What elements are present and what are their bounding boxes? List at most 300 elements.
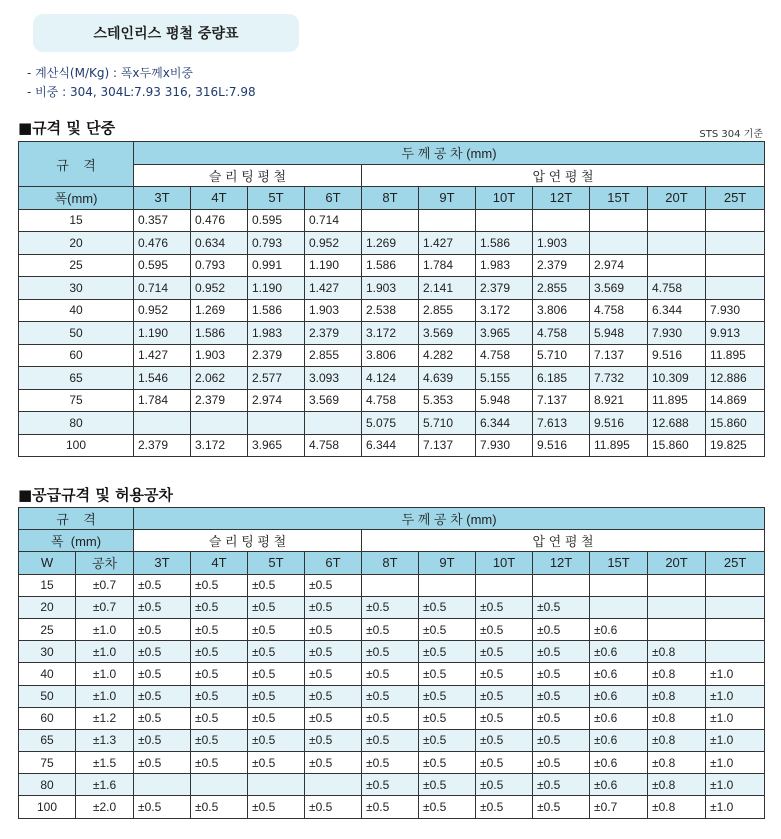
weight-cell [476, 209, 533, 232]
table-row [19, 707, 765, 729]
thickness-col-header: 6T [305, 552, 362, 574]
tolerance-cell: ±0.5 [476, 596, 533, 618]
weight-cell: 1.903 [191, 344, 248, 367]
thickness-col-header: 8T [362, 552, 419, 574]
weight-cell: 11.895 [590, 434, 648, 457]
tolerance-cell [305, 774, 362, 796]
weight-cell: 4.758 [533, 322, 590, 345]
tolerance-cell: ±0.5 [533, 729, 590, 751]
tolerance-cell [648, 574, 706, 596]
tolerance-cell: ±0.5 [191, 596, 248, 618]
table-row [19, 641, 765, 663]
weight-cell: 2.379 [476, 277, 533, 300]
weight-cell: 1.586 [476, 232, 533, 255]
width-cell: 80 [19, 774, 76, 796]
weight-cell: 3.569 [590, 277, 648, 300]
thickness-header-2: 두 께 공 차 (mm) [134, 508, 765, 530]
rolled-group-header: 압 연 평 철 [362, 164, 765, 187]
tolerance-cell: ±0.5 [305, 707, 362, 729]
weight-cell: 7.137 [419, 434, 476, 457]
tolerance-cell: ±0.5 [476, 729, 533, 751]
weight-cell: 0.714 [305, 209, 362, 232]
weight-cell: 9.516 [648, 344, 706, 367]
thickness-col-header: 5T [248, 187, 305, 210]
weight-cell: 4.758 [476, 344, 533, 367]
thickness-col-header: 8T [362, 187, 419, 210]
thickness-col-header: 3T [134, 187, 191, 210]
weight-cell: 5.948 [476, 389, 533, 412]
weight-cell: 2.379 [305, 322, 362, 345]
weight-cell [134, 412, 191, 435]
weight-cell [305, 412, 362, 435]
table-row [19, 596, 765, 618]
weight-cell: 1.983 [248, 322, 305, 345]
table-row [19, 254, 765, 277]
tolerance-cell: ±0.5 [533, 596, 590, 618]
tolerance-table [18, 507, 765, 819]
tolerance-cell: ±0.5 [248, 641, 305, 663]
tolerance-cell: ±0.5 [248, 796, 305, 818]
weight-cell: 3.965 [476, 322, 533, 345]
tolerance-cell [706, 596, 765, 618]
tolerance-cell: ±0.5 [191, 729, 248, 751]
width-cell: 40 [19, 299, 134, 322]
width-cell: 100 [19, 434, 134, 457]
weight-cell: 0.634 [191, 232, 248, 255]
weight-cell: 1.190 [134, 322, 191, 345]
weight-cell: 1.903 [362, 277, 419, 300]
tolerance-cell: ±0.5 [476, 796, 533, 818]
weight-cell: 7.732 [590, 367, 648, 390]
width-cell: 100 [19, 796, 76, 818]
width-tolerance-cell: ±1.0 [76, 618, 134, 640]
tolerance-cell: ±0.5 [305, 663, 362, 685]
weight-cell: 3.172 [191, 434, 248, 457]
weight-cell: 1.586 [248, 299, 305, 322]
weight-cell: 6.185 [533, 367, 590, 390]
table-row [19, 232, 765, 255]
w-header: W [19, 552, 76, 574]
table-row [19, 299, 765, 322]
tolerance-cell: ±0.5 [305, 596, 362, 618]
weight-cell: 3.172 [476, 299, 533, 322]
width-cell: 25 [19, 618, 76, 640]
thickness-col-header: 10T [476, 187, 533, 210]
weight-cell: 0.793 [248, 232, 305, 255]
tolerance-cell: ±0.7 [590, 796, 648, 818]
thickness-header: 두 께 공 차 (mm) [134, 142, 765, 165]
tolerance-cell: ±0.5 [248, 574, 305, 596]
thickness-col-header: 4T [191, 552, 248, 574]
weight-cell: 9.516 [590, 412, 648, 435]
thickness-col-header: 9T [419, 187, 476, 210]
thickness-col-header: 12T [533, 187, 590, 210]
tolerance-cell: ±0.5 [248, 752, 305, 774]
width-header: 폭(mm) [19, 187, 134, 210]
weight-cell: 5.710 [533, 344, 590, 367]
tolerance-cell: ±0.5 [134, 574, 191, 596]
weight-cell [533, 209, 590, 232]
tolerance-cell: ±0.5 [305, 641, 362, 663]
weight-cell: 9.516 [533, 434, 590, 457]
slitting-group-header-2: 슬 리 팅 평 철 [134, 530, 362, 552]
spec-header-2: 규 격 [19, 508, 134, 530]
tolerance-cell: ±0.5 [362, 707, 419, 729]
tolerance-cell: ±0.8 [648, 663, 706, 685]
width-tolerance-cell: ±1.6 [76, 774, 134, 796]
weight-cell: 4.124 [362, 367, 419, 390]
tolerance-cell: ±0.5 [533, 618, 590, 640]
tolerance-cell: ±0.5 [419, 663, 476, 685]
weight-cell [590, 232, 648, 255]
weight-cell: 0.595 [134, 254, 191, 277]
table-row [19, 752, 765, 774]
width-cell: 30 [19, 277, 134, 300]
weight-cell: 1.427 [419, 232, 476, 255]
weight-cell: 1.983 [476, 254, 533, 277]
thickness-col-header: 20T [648, 552, 706, 574]
tolerance-cell: ±0.5 [134, 618, 191, 640]
tolerance-cell [362, 574, 419, 596]
width-cell: 50 [19, 685, 76, 707]
weight-cell: 5.075 [362, 412, 419, 435]
tolerance-cell: ±0.5 [305, 574, 362, 596]
tolerance-cell: ±1.0 [706, 752, 765, 774]
weight-cell: 1.903 [533, 232, 590, 255]
weight-cell: 15.860 [706, 412, 765, 435]
tolerance-cell: ±0.5 [191, 685, 248, 707]
weight-cell: 0.793 [191, 254, 248, 277]
weight-cell: 2.974 [248, 389, 305, 412]
width-cell: 65 [19, 729, 76, 751]
thickness-col-header: 12T [533, 552, 590, 574]
table-row [19, 434, 765, 457]
weight-cell [648, 209, 706, 232]
tolerance-cell: ±0.6 [590, 729, 648, 751]
tolerance-cell: ±0.5 [191, 752, 248, 774]
tolerance-cell: ±0.5 [248, 618, 305, 640]
tolerance-cell: ±0.6 [590, 618, 648, 640]
weight-cell: 2.855 [419, 299, 476, 322]
weight-cell: 5.155 [476, 367, 533, 390]
tolerance-cell: ±0.5 [362, 618, 419, 640]
weight-cell: 19.825 [706, 434, 765, 457]
width-cell: 60 [19, 707, 76, 729]
thickness-col-header: 4T [191, 187, 248, 210]
tolerance-cell: ±0.5 [134, 796, 191, 818]
table-row [19, 774, 765, 796]
weight-cell: 0.952 [134, 299, 191, 322]
weight-cell: 6.344 [648, 299, 706, 322]
tolerance-cell: ±0.5 [191, 707, 248, 729]
weight-cell: 2.379 [191, 389, 248, 412]
tolerance-cell: ±0.5 [248, 707, 305, 729]
width-cell: 40 [19, 663, 76, 685]
weight-cell: 11.895 [648, 389, 706, 412]
tolerance-cell: ±0.6 [590, 774, 648, 796]
weight-cell: 1.427 [305, 277, 362, 300]
thickness-col-header: 6T [305, 187, 362, 210]
tolerance-header: 공차 [76, 552, 134, 574]
tolerance-cell [706, 641, 765, 663]
tolerance-cell: ±0.5 [362, 641, 419, 663]
width-header-2: 폭 (mm) [19, 530, 134, 552]
tolerance-cell: ±0.5 [419, 729, 476, 751]
width-cell: 60 [19, 344, 134, 367]
weight-cell [706, 232, 765, 255]
tolerance-cell: ±0.5 [248, 685, 305, 707]
weight-cell: 1.903 [305, 299, 362, 322]
weight-cell: 4.282 [419, 344, 476, 367]
tolerance-cell: ±0.8 [648, 752, 706, 774]
weight-cell: 5.353 [419, 389, 476, 412]
width-cell: 30 [19, 641, 76, 663]
tolerance-cell: ±0.5 [419, 752, 476, 774]
weight-cell [706, 254, 765, 277]
weight-cell: 2.538 [362, 299, 419, 322]
weight-cell: 3.806 [533, 299, 590, 322]
thickness-col-header: 5T [248, 552, 305, 574]
section1-title: ■규격 및 단중 [18, 119, 116, 137]
tolerance-cell: ±1.0 [706, 663, 765, 685]
tolerance-cell: ±0.5 [476, 685, 533, 707]
weight-cell: 3.965 [248, 434, 305, 457]
tolerance-cell: ±0.5 [476, 618, 533, 640]
weight-cell: 7.137 [533, 389, 590, 412]
tolerance-cell: ±0.5 [533, 641, 590, 663]
thickness-col-header: 10T [476, 552, 533, 574]
width-tolerance-cell: ±1.3 [76, 729, 134, 751]
table-row [19, 663, 765, 685]
tolerance-cell: ±0.5 [134, 596, 191, 618]
tolerance-cell: ±0.5 [248, 596, 305, 618]
weight-cell: 0.714 [134, 277, 191, 300]
width-tolerance-cell: ±1.5 [76, 752, 134, 774]
width-cell: 65 [19, 367, 134, 390]
weight-cell: 0.952 [191, 277, 248, 300]
tolerance-cell: ±0.5 [134, 685, 191, 707]
weight-cell: 0.595 [248, 209, 305, 232]
tolerance-cell: ±0.8 [648, 685, 706, 707]
weight-cell: 0.476 [191, 209, 248, 232]
width-tolerance-cell: ±1.0 [76, 685, 134, 707]
thickness-col-header: 25T [706, 187, 765, 210]
page-title-text: 스테인리스 평철 중량표 [93, 26, 239, 42]
thickness-col-header: 20T [648, 187, 706, 210]
width-cell: 20 [19, 232, 134, 255]
tolerance-cell: ±0.5 [362, 685, 419, 707]
weight-cell: 7.930 [648, 322, 706, 345]
tolerance-cell: ±0.5 [362, 596, 419, 618]
tolerance-cell [533, 574, 590, 596]
weight-cell: 2.855 [305, 344, 362, 367]
weight-cell: 5.948 [590, 322, 648, 345]
standard-note: STS 304 기준 [699, 129, 763, 140]
tolerance-cell: ±0.5 [191, 574, 248, 596]
tolerance-cell: ±1.0 [706, 774, 765, 796]
weight-cell: 5.710 [419, 412, 476, 435]
tolerance-cell: ±0.5 [419, 641, 476, 663]
tolerance-cell: ±0.5 [305, 618, 362, 640]
weight-cell: 2.141 [419, 277, 476, 300]
tolerance-cell: ±0.5 [134, 729, 191, 751]
table-row [19, 618, 765, 640]
table-row [19, 685, 765, 707]
tolerance-cell [648, 596, 706, 618]
weight-cell: 0.476 [134, 232, 191, 255]
spec-header: 규 격 [19, 142, 134, 187]
tolerance-cell: ±0.5 [362, 752, 419, 774]
weight-cell: 2.974 [590, 254, 648, 277]
weight-cell: 7.137 [590, 344, 648, 367]
tolerance-cell: ±1.0 [706, 796, 765, 818]
tolerance-cell: ±0.5 [305, 685, 362, 707]
weight-cell: 4.758 [590, 299, 648, 322]
section2-title: ■공급규격 및 허용공차 [18, 486, 174, 504]
weight-cell [419, 209, 476, 232]
tolerance-cell: ±0.5 [533, 774, 590, 796]
tolerance-cell: ±0.5 [362, 663, 419, 685]
weight-cell [648, 254, 706, 277]
tolerance-cell: ±0.8 [648, 729, 706, 751]
tolerance-cell: ±0.6 [590, 641, 648, 663]
table-row [19, 344, 765, 367]
weight-cell: 0.952 [305, 232, 362, 255]
tolerance-cell: ±0.5 [476, 641, 533, 663]
tolerance-cell: ±0.5 [476, 752, 533, 774]
width-tolerance-cell: ±0.7 [76, 574, 134, 596]
table-row [19, 729, 765, 751]
tolerance-cell [134, 774, 191, 796]
tolerance-cell: ±0.5 [248, 663, 305, 685]
tolerance-cell [706, 618, 765, 640]
tolerance-cell [476, 574, 533, 596]
thickness-col-header: 3T [134, 552, 191, 574]
weight-table [18, 141, 765, 457]
weight-cell: 3.172 [362, 322, 419, 345]
width-tolerance-cell: ±0.7 [76, 596, 134, 618]
weight-cell [590, 209, 648, 232]
weight-cell [248, 412, 305, 435]
weight-cell [648, 232, 706, 255]
tolerance-cell: ±0.5 [134, 641, 191, 663]
weight-cell: 1.546 [134, 367, 191, 390]
width-tolerance-cell: ±2.0 [76, 796, 134, 818]
weight-cell: 1.190 [305, 254, 362, 277]
tolerance-cell [590, 574, 648, 596]
tolerance-cell [419, 574, 476, 596]
formula-note: - 계산식(M/Kg) : 폭x두께x비중 [27, 66, 194, 80]
weight-cell: 1.190 [248, 277, 305, 300]
tolerance-cell: ±0.8 [648, 796, 706, 818]
table-row [19, 389, 765, 412]
tolerance-cell: ±0.5 [134, 663, 191, 685]
tolerance-cell: ±0.6 [590, 685, 648, 707]
tolerance-cell: ±0.8 [648, 707, 706, 729]
weight-cell [191, 412, 248, 435]
weight-cell: 4.639 [419, 367, 476, 390]
tolerance-cell: ±0.8 [648, 774, 706, 796]
tolerance-cell: ±0.5 [362, 729, 419, 751]
weight-cell: 4.758 [648, 277, 706, 300]
thickness-col-header: 25T [706, 552, 765, 574]
weight-cell: 2.577 [248, 367, 305, 390]
width-tolerance-cell: ±1.0 [76, 663, 134, 685]
weight-cell [706, 209, 765, 232]
tolerance-cell [706, 574, 765, 596]
tolerance-cell [590, 596, 648, 618]
thickness-col-header: 15T [590, 552, 648, 574]
tolerance-cell: ±0.5 [476, 663, 533, 685]
table-row [19, 277, 765, 300]
weight-cell: 6.344 [476, 412, 533, 435]
tolerance-cell: ±0.5 [191, 618, 248, 640]
tolerance-cell: ±0.5 [419, 707, 476, 729]
weight-cell [706, 277, 765, 300]
tolerance-cell: ±0.6 [590, 707, 648, 729]
tolerance-cell: ±0.5 [533, 663, 590, 685]
weight-cell: 7.613 [533, 412, 590, 435]
table-row [19, 367, 765, 390]
slitting-group-header: 슬 리 팅 평 철 [134, 164, 362, 187]
weight-cell: 2.062 [191, 367, 248, 390]
weight-cell: 3.569 [305, 389, 362, 412]
tolerance-cell: ±1.0 [706, 729, 765, 751]
weight-cell: 7.930 [706, 299, 765, 322]
tolerance-cell: ±0.5 [191, 641, 248, 663]
weight-cell: 3.806 [362, 344, 419, 367]
weight-cell: 1.784 [134, 389, 191, 412]
weight-cell: 1.784 [419, 254, 476, 277]
width-tolerance-cell: ±1.0 [76, 641, 134, 663]
tolerance-cell: ±0.6 [590, 752, 648, 774]
table-row [19, 209, 765, 232]
tolerance-cell: ±0.5 [533, 685, 590, 707]
tolerance-cell: ±0.8 [648, 641, 706, 663]
tolerance-cell: ±0.5 [305, 729, 362, 751]
weight-cell: 1.269 [362, 232, 419, 255]
table-row [19, 412, 765, 435]
tolerance-cell: ±0.6 [590, 663, 648, 685]
weight-cell: 1.427 [134, 344, 191, 367]
tolerance-cell: ±0.5 [533, 752, 590, 774]
tolerance-cell: ±0.5 [419, 796, 476, 818]
density-note: - 비중 : 304, 304L:7.93 316, 316L:7.98 [27, 85, 256, 99]
weight-cell: 2.379 [248, 344, 305, 367]
weight-cell: 15.860 [648, 434, 706, 457]
width-cell: 80 [19, 412, 134, 435]
weight-cell: 2.379 [134, 434, 191, 457]
tolerance-cell: ±0.5 [362, 796, 419, 818]
tolerance-cell: ±0.5 [191, 796, 248, 818]
width-cell: 25 [19, 254, 134, 277]
tolerance-cell: ±0.5 [419, 774, 476, 796]
width-cell: 20 [19, 596, 76, 618]
width-cell: 75 [19, 752, 76, 774]
tolerance-cell [648, 618, 706, 640]
weight-cell: 8.921 [590, 389, 648, 412]
tolerance-cell: ±0.5 [476, 774, 533, 796]
page-title [33, 14, 299, 52]
weight-cell: 4.758 [362, 389, 419, 412]
tolerance-cell: ±1.0 [706, 685, 765, 707]
weight-cell: 0.357 [134, 209, 191, 232]
table-row [19, 322, 765, 345]
tolerance-cell: ±1.0 [706, 707, 765, 729]
tolerance-cell [191, 774, 248, 796]
thickness-col-header: 9T [419, 552, 476, 574]
weight-cell: 0.991 [248, 254, 305, 277]
